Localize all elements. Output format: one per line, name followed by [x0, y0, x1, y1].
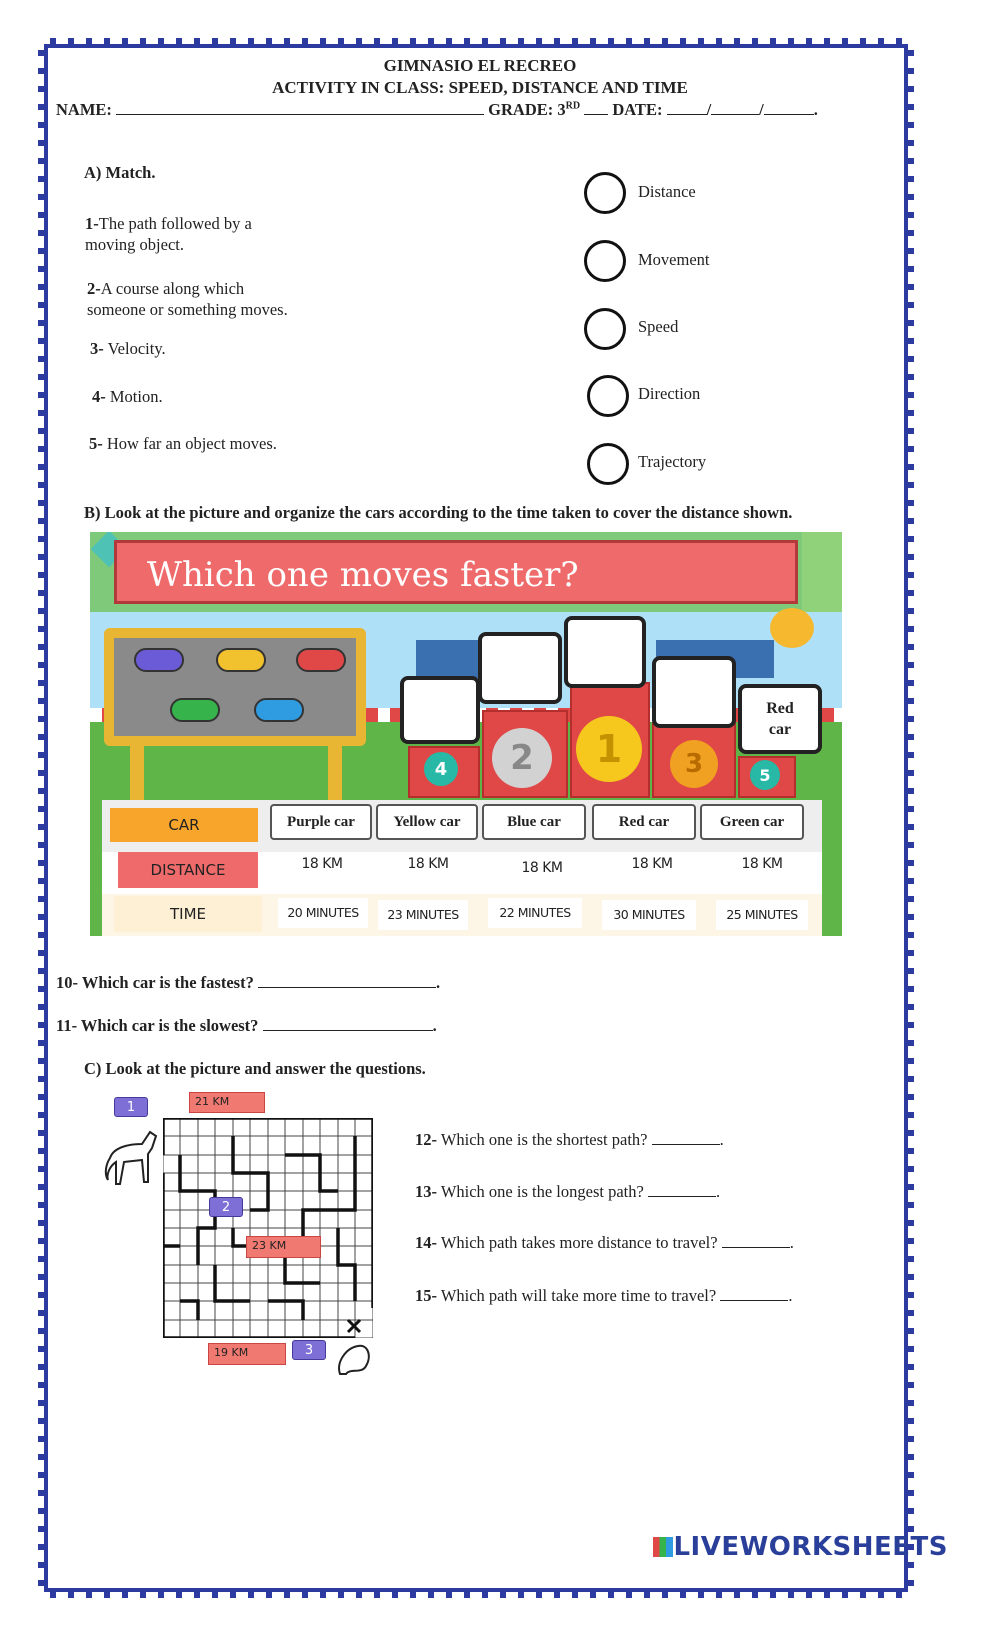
- car-header-purple: Purple car: [270, 804, 372, 840]
- question-number: 12-: [415, 1130, 437, 1149]
- item-text-2: moving object.: [85, 235, 184, 254]
- section-b-title: B) Look at the picture and organize the cars according to the time taken to cover the distance shown.: [84, 503, 793, 522]
- option-trajectory: Trajectory: [638, 452, 707, 471]
- question-10: 10- Which car is the fastest? .: [56, 973, 441, 992]
- option-speed: Speed: [638, 317, 679, 336]
- question-number: 15-: [415, 1286, 437, 1305]
- item-number: 2-: [87, 279, 101, 298]
- time-cell: 30 MINUTES: [602, 900, 696, 930]
- time-cell: 22 MINUTES: [488, 898, 582, 928]
- section-a-title: A) Match.: [84, 163, 156, 182]
- activity-title: ACTIVITY IN CLASS: SPEED, DISTANCE AND TIME: [272, 78, 688, 97]
- match-item-3: [90, 339, 166, 359]
- race-picture: [90, 532, 842, 936]
- answer-circle-movement[interactable]: [584, 240, 626, 282]
- answer-circle-direction[interactable]: [587, 375, 629, 417]
- medal-2: 2: [492, 728, 552, 788]
- question-text: Which one is the longest path?: [437, 1182, 644, 1201]
- item-text: The path followed by a: [98, 214, 252, 233]
- car-header-red: Red car: [592, 804, 696, 840]
- distance-cell: 18 KM: [631, 856, 673, 872]
- match-item-2: [87, 278, 288, 320]
- match-item-1: [85, 213, 252, 255]
- answer-field-15[interactable]: [720, 1286, 788, 1301]
- question-text: Which one is the shortest path?: [437, 1130, 648, 1149]
- maze-grid: [163, 1118, 373, 1338]
- red-car-icon: [296, 648, 346, 672]
- answer-box-4th[interactable]: [400, 676, 480, 744]
- path-distance-1: 21 KM: [189, 1092, 265, 1113]
- path-number-2: 2: [209, 1197, 243, 1217]
- path-number-3: 3: [292, 1340, 326, 1360]
- answer-box-2nd[interactable]: [478, 632, 562, 704]
- answer-field-14[interactable]: [722, 1233, 790, 1248]
- item-text-2: someone or something moves.: [87, 300, 288, 319]
- medal-5: 5: [750, 760, 780, 790]
- car-header-blue: Blue car: [482, 804, 586, 840]
- answer-field-13[interactable]: [648, 1182, 716, 1197]
- row-label-car: CAR: [110, 808, 258, 842]
- stand-left: [416, 640, 478, 678]
- medal-4: 4: [424, 752, 458, 786]
- item-text: How far an object moves.: [102, 434, 277, 453]
- answer-circle-distance[interactable]: [584, 172, 626, 214]
- row-label-distance: DISTANCE: [118, 852, 258, 888]
- distance-cell: 18 KM: [741, 856, 783, 872]
- grade-field[interactable]: [584, 100, 608, 115]
- question-15: 15- Which path will take more time to travel? .: [415, 1286, 793, 1305]
- path-distance-2: 23 KM: [246, 1236, 321, 1258]
- question-text: Which path takes more distance to travel?: [437, 1233, 718, 1252]
- item-number: 3-: [90, 339, 104, 358]
- answer-box-5th[interactable]: Red car: [738, 684, 822, 754]
- item-text: A course along which: [100, 279, 245, 298]
- dog-icon: [102, 1118, 162, 1190]
- car-board: [104, 628, 366, 746]
- item-number: 5-: [89, 434, 103, 453]
- date-day-field[interactable]: [667, 100, 707, 115]
- distance-cell: 18 KM: [407, 856, 449, 872]
- medal-1: 1: [576, 716, 642, 782]
- time-cell: 23 MINUTES: [378, 900, 468, 930]
- date-label: DATE:: [612, 100, 663, 119]
- question-14: 14- Which path takes more distance to travel? .: [415, 1233, 794, 1252]
- coin-icon: [770, 608, 814, 648]
- car-header-green: Green car: [700, 804, 804, 840]
- answer-box-3rd[interactable]: [652, 656, 736, 728]
- option-direction: Direction: [638, 384, 701, 403]
- distance-cell: 18 KM: [521, 860, 563, 876]
- distance-cell: 18 KM: [301, 856, 343, 872]
- school-name: GIMNASIO EL RECREO: [383, 56, 577, 75]
- item-text: Motion.: [105, 387, 163, 406]
- green-car-icon: [170, 698, 220, 722]
- date-year-field[interactable]: [764, 100, 814, 115]
- section-c-title: C) Look at the picture and answer the questions.: [84, 1059, 426, 1078]
- question-text: Which path will take more time to travel?: [437, 1286, 717, 1305]
- time-cell: 25 MINUTES: [716, 900, 808, 930]
- logo-text: LIVEWORKSHEETS: [673, 1532, 948, 1562]
- question-number: 14-: [415, 1233, 437, 1252]
- option-distance: Distance: [638, 182, 696, 201]
- answer-box-1st[interactable]: [564, 616, 646, 688]
- answer-field-12[interactable]: [652, 1130, 720, 1145]
- question-11-text: 11- Which car is the slowest?: [56, 1016, 259, 1035]
- item-text: Velocity.: [103, 339, 166, 358]
- yellow-car-icon: [216, 648, 266, 672]
- question-number: 13-: [415, 1182, 437, 1201]
- item-number: 4-: [92, 387, 106, 406]
- answer-circle-speed[interactable]: [584, 308, 626, 350]
- purple-car-icon: [134, 648, 184, 672]
- question-10-text: 10- Which car is the fastest?: [56, 973, 254, 992]
- grade-label: GRADE: 3: [488, 100, 566, 119]
- match-item-5: [89, 434, 277, 454]
- time-cell: 20 MINUTES: [278, 898, 368, 928]
- row-label-time: TIME: [114, 896, 262, 932]
- question-12: 12- Which one is the shortest path? .: [415, 1130, 724, 1149]
- answer-field-11[interactable]: [263, 1016, 433, 1031]
- answer-circle-trajectory[interactable]: [587, 443, 629, 485]
- option-movement: Movement: [638, 250, 710, 269]
- answer-field-10[interactable]: [258, 973, 436, 988]
- grade-sup: RD: [565, 100, 581, 112]
- liveworksheets-logo[interactable]: [653, 1532, 948, 1562]
- match-item-4: [92, 387, 163, 407]
- path-number-1: 1: [114, 1097, 148, 1117]
- dots-decoration: [802, 532, 842, 612]
- item-number: 1-: [85, 214, 99, 233]
- bone-icon: [334, 1312, 374, 1382]
- name-field[interactable]: [116, 100, 484, 115]
- blue-car-icon: [254, 698, 304, 722]
- banner-title: Which one moves faster?: [114, 540, 798, 604]
- path-distance-3: 19 KM: [208, 1343, 286, 1365]
- medal-3: 3: [670, 740, 718, 788]
- date-month-field[interactable]: [711, 100, 759, 115]
- question-13: 13- Which one is the longest path? .: [415, 1182, 721, 1201]
- header-fields: NAME: GRADE: 3RD DATE: / / .: [56, 100, 818, 119]
- car-header-yellow: Yellow car: [376, 804, 478, 840]
- logo-icon: [653, 1537, 673, 1557]
- name-label: NAME:: [56, 100, 112, 119]
- question-11: 11- Which car is the slowest? .: [56, 1016, 437, 1035]
